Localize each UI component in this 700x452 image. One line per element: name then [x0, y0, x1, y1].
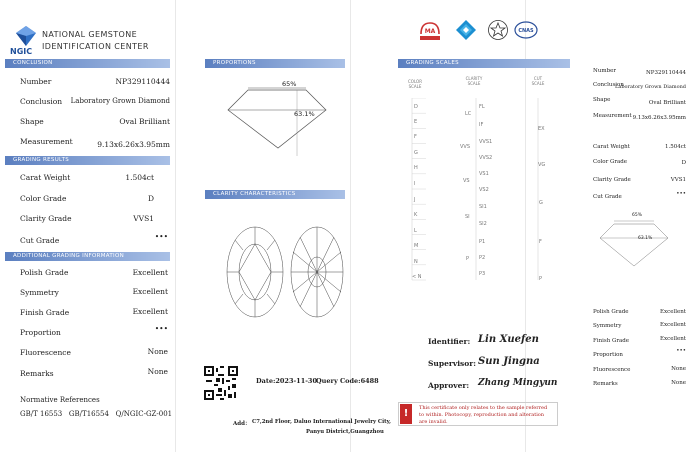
finish-value: Excellent — [132, 307, 168, 316]
approver-signature: Zhang Mingyun — [478, 378, 558, 388]
color-grade-below-n: < N — [412, 274, 422, 280]
certificate-date: Date:2023-11-30 — [256, 377, 317, 385]
cut-grade-ex: EX — [538, 126, 545, 132]
supervisor-label: Supervisor: — [428, 359, 476, 368]
summary-measurement-label: Measurement — [593, 113, 632, 119]
summary-conclusion-label: Conclusion — [593, 82, 624, 88]
query-code: Query Code:6488 — [316, 377, 379, 385]
carat-label: Carat Weight — [20, 173, 71, 182]
address-line1: C7,2nd Floor, Daluo International Jewelry City, — [252, 419, 391, 425]
notice-line3: are invalid. — [419, 419, 448, 425]
notice-box — [398, 402, 558, 426]
summary-proportion-value: ••• — [676, 348, 686, 354]
number-value: NP329110444 — [115, 77, 170, 86]
diamond-seal — [455, 19, 477, 45]
cma-badge — [418, 20, 442, 42]
color-scale — [400, 98, 430, 288]
summary-clarity-value: VVS1 — [670, 177, 686, 183]
color-grade-m: M — [414, 243, 419, 249]
notice-line1: This certificate only relates to the sample referred — [419, 405, 548, 411]
diamond-logo-icon — [14, 24, 38, 48]
color-grade-n: N — [414, 259, 418, 265]
table-percentage: 65% — [282, 80, 297, 88]
clarity-grade-p3: P3 — [479, 271, 486, 277]
address-label: Add： — [233, 421, 251, 427]
clarity-grade-if: IF — [479, 122, 484, 128]
cnas-seal-icon — [514, 20, 538, 40]
clarity-scale — [455, 98, 495, 288]
shape-value: Oval Brilliant — [119, 117, 170, 126]
carat-value: 1.504ct — [125, 173, 154, 182]
color-grade-i: I — [414, 181, 416, 187]
ngic-logo — [14, 24, 38, 48]
fluorescence-label: Fluorescence — [20, 348, 71, 357]
polish-value: Excellent — [132, 268, 168, 277]
color-grade-g: G — [414, 150, 418, 156]
summary-finish-label: Finish Grade — [593, 338, 630, 344]
cnas-seal — [514, 20, 538, 44]
clarity-grade-vs2: VS2 — [479, 187, 489, 193]
summary-proportion-diagram — [592, 214, 676, 274]
color-value: D — [147, 194, 154, 203]
normative-title: Normative References — [20, 396, 100, 404]
section-bar-grading-results: GRADING RESULTS — [5, 156, 170, 165]
logo-text: NGIC — [10, 47, 33, 56]
clarity-value: VVS1 — [133, 214, 154, 223]
summary-fluorescence-value: None — [671, 366, 686, 372]
star-seal — [487, 19, 509, 45]
summary-cut-value: ••• — [676, 191, 686, 197]
clarity-scale-header: CLARITY SCALE — [465, 76, 483, 86]
notice-line2: to within. Photocopy, reproduction and alteration — [419, 412, 545, 418]
summary-symmetry-label: Symmetry — [593, 323, 622, 329]
badge-0: MA — [424, 28, 436, 35]
summary-remarks-value: None — [671, 380, 686, 386]
approver-label: Approver: — [428, 381, 470, 390]
section-bar-clarity-characteristics: CLARITY CHARACTERISTICS — [205, 190, 345, 199]
normative-refs: GB/T 16553 GB/T16554 Q/NGIC-GZ-001 — [20, 410, 173, 418]
clarity-label: Clarity Grade — [20, 214, 72, 223]
qr-code[interactable] — [204, 366, 238, 400]
diamond-seal-icon — [455, 19, 477, 41]
clarity-grade-si2: SI2 — [479, 221, 487, 227]
clarity-group-vs: VS — [463, 178, 470, 184]
proportion-value: ••• — [154, 324, 168, 333]
cut-grade-vg: VG — [538, 162, 546, 168]
color-scale-header: COLOR SCALE — [408, 79, 422, 89]
star-seal-icon — [487, 19, 509, 41]
cma-seal-icon — [418, 20, 442, 42]
conclusion-label: Conclusion — [20, 97, 63, 106]
summary-carat-label: Carat Weight — [593, 144, 630, 150]
section-bar-conclusion: CONCLUSION — [5, 59, 170, 68]
color-grade-j: J — [414, 197, 416, 203]
remarks-value: None — [147, 367, 168, 376]
cut-label: Cut Grade — [20, 236, 60, 245]
remarks-label: Remarks — [20, 369, 54, 378]
clarity-grade-fl: FL — [479, 104, 485, 110]
number-label: Number — [20, 77, 52, 86]
badge-3: CNAS — [518, 28, 534, 34]
color-grade-d: D — [414, 104, 418, 110]
color-grade-l: L — [414, 228, 417, 234]
conclusion-value: Laboratory Grown Diamond — [70, 97, 170, 105]
finish-label: Finish Grade — [20, 308, 70, 317]
summary-shape-label: Shape — [593, 97, 611, 103]
summary-carat-value: 1.504ct — [664, 144, 686, 150]
identifier-label: Identifier: — [428, 337, 471, 346]
summary-color-value: D — [681, 160, 686, 166]
clarity-plot-diagram — [225, 222, 345, 322]
summary-polish-value: Excellent — [660, 309, 686, 315]
warning-icon: ! — [400, 404, 412, 424]
depth-percentage: 63.1% — [294, 110, 315, 118]
summary-polish-label: Polish Grade — [593, 309, 629, 315]
fold-line — [175, 0, 176, 452]
cut-scale — [530, 98, 554, 288]
summary-clarity-label: Clarity Grade — [593, 177, 631, 183]
summary-table-percentage: 65% — [632, 213, 643, 218]
summary-number-value: NP329110444 — [645, 70, 686, 76]
summary-depth-percentage: 63.1% — [638, 236, 653, 241]
proportion-diagram — [218, 76, 338, 162]
cut-grade-g: G — [539, 200, 543, 206]
clarity-group-lc: LC — [465, 111, 472, 117]
polish-label: Polish Grade — [20, 268, 69, 277]
summary-shape-value: Oval Brilliant — [648, 100, 686, 106]
clarity-grade-p2: P2 — [479, 255, 486, 261]
summary-symmetry-value: Excellent — [660, 322, 686, 328]
color-grade-h: H — [414, 165, 418, 171]
clarity-grade-si1: SI1 — [479, 204, 487, 210]
clarity-grade-vvs2: VVS2 — [479, 155, 493, 161]
summary-number-label: Number — [593, 68, 616, 74]
summary-conclusion-value: Laboratory Grown Diamond — [615, 84, 686, 90]
org-name-line2: IDENTIFICATION CENTER — [42, 42, 149, 51]
identifier-signature: Lin Xuefen — [478, 334, 539, 345]
summary-proportion-label: Proportion — [593, 352, 623, 358]
symmetry-value: Excellent — [132, 287, 168, 296]
color-grade-k: K — [414, 212, 418, 218]
org-name-line1: NATIONAL GEMSTONE — [42, 30, 138, 39]
address-line2: Panyu District,Guangzhou — [306, 429, 384, 435]
summary-finish-value: Excellent — [660, 336, 686, 342]
fluorescence-value: None — [147, 347, 168, 356]
cut-grade-f: F — [539, 239, 542, 245]
summary-remarks-label: Remarks — [593, 381, 618, 387]
summary-cut-label: Cut Grade — [593, 194, 622, 200]
symmetry-label: Symmetry — [20, 288, 59, 297]
summary-measurement-value: 9.13x6.26x3.95mm — [632, 115, 686, 121]
color-label: Color Grade — [20, 194, 67, 203]
cut-scale-header: CUT SCALE — [531, 76, 545, 86]
clarity-group-vvs: VVS — [460, 144, 471, 150]
clarity-group-p: P — [466, 256, 470, 262]
clarity-grade-vvs1: VVS1 — [479, 139, 493, 145]
clarity-grade-vs1: VS1 — [479, 171, 489, 177]
summary-fluorescence-label: Fluorescence — [593, 367, 631, 373]
section-bar-additional: ADDITIONAL GRADING INFORMATION — [5, 252, 170, 261]
section-bar-proportions: PROPORTIONS — [205, 59, 345, 68]
cut-grade-p: P — [539, 276, 543, 282]
measurement-label: Measurement — [20, 137, 73, 146]
clarity-group-si: SI — [465, 214, 470, 220]
shape-label: Shape — [20, 117, 44, 126]
cut-value: ••• — [154, 232, 168, 241]
color-grade-e: E — [414, 119, 418, 125]
proportion-label: Proportion — [20, 328, 61, 337]
color-grade-f: F — [414, 134, 417, 140]
measurement-value: 9.13x6.26x3.95mm — [97, 140, 170, 149]
clarity-grade-p1: P1 — [479, 239, 486, 245]
section-bar-grading-scales: GRADING SCALES — [398, 59, 570, 68]
supervisor-signature: Sun Jingna — [478, 356, 540, 367]
summary-color-label: Color Grade — [593, 159, 628, 165]
